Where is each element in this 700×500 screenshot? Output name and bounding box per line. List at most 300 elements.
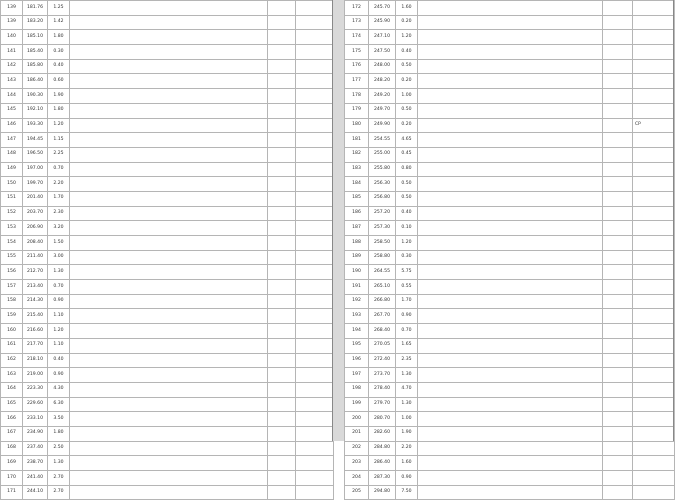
row-note [296, 250, 334, 265]
segment-distance: 2.35 [396, 353, 418, 368]
row-note [296, 294, 334, 309]
cumulative-distance: 219.00 [23, 368, 48, 383]
table-row [1, 1, 334, 16]
road-type [268, 45, 296, 60]
road-type [603, 15, 633, 30]
road-type [268, 103, 296, 118]
road-type [268, 191, 296, 206]
road-type [603, 338, 633, 353]
table-row [345, 206, 675, 221]
route-description [70, 265, 268, 280]
segment-distance: 2.25 [48, 147, 70, 162]
row-number: 146 [1, 118, 23, 133]
route-description [70, 221, 268, 236]
table-row [1, 191, 334, 206]
segment-distance: 1.70 [48, 191, 70, 206]
route-description [418, 191, 603, 206]
row-note [296, 397, 334, 412]
table-row [1, 147, 334, 162]
row-number: 156 [1, 265, 23, 280]
cumulative-distance: 185.80 [23, 59, 48, 74]
segment-distance: 0.40 [396, 45, 418, 60]
row-note [296, 45, 334, 60]
route-description [418, 456, 603, 471]
cumulative-distance: 223.30 [23, 382, 48, 397]
cumulative-distance: 255.80 [369, 162, 396, 177]
cumulative-distance: 241.40 [23, 471, 48, 486]
cumulative-distance: 249.20 [369, 89, 396, 104]
table-row [345, 74, 675, 89]
row-number: 143 [1, 74, 23, 89]
segment-distance: 1.10 [48, 309, 70, 324]
row-number: 147 [1, 133, 23, 148]
road-type [603, 368, 633, 383]
row-number: 139 [1, 1, 23, 16]
table-row [1, 338, 334, 353]
segment-distance: 2.20 [48, 177, 70, 192]
cumulative-distance: 272.40 [369, 353, 396, 368]
row-note [633, 265, 675, 280]
route-description [418, 412, 603, 427]
cumulative-distance: 217.70 [23, 338, 48, 353]
row-number: 175 [345, 45, 369, 60]
left-route-sheet [0, 0, 333, 495]
road-type [268, 368, 296, 383]
route-description [70, 456, 268, 471]
route-description [70, 324, 268, 339]
road-type [603, 485, 633, 500]
segment-distance: 0.40 [48, 59, 70, 74]
row-note [296, 324, 334, 339]
row-note [633, 15, 675, 30]
road-type [268, 118, 296, 133]
row-note [296, 59, 334, 74]
cumulative-distance: 201.40 [23, 191, 48, 206]
road-type [603, 103, 633, 118]
cumulative-distance: 255.00 [369, 147, 396, 162]
route-description [418, 1, 603, 16]
table-row [345, 191, 675, 206]
table-row [345, 118, 675, 133]
row-number: 186 [345, 206, 369, 221]
cumulative-distance: 208.40 [23, 236, 48, 251]
table-row [345, 441, 675, 456]
row-note [633, 1, 675, 16]
cumulative-distance: 280.70 [369, 412, 396, 427]
segment-distance: 0.10 [396, 221, 418, 236]
row-number: 161 [1, 338, 23, 353]
row-number: 204 [345, 471, 369, 486]
row-number: 191 [345, 280, 369, 295]
row-number: 157 [1, 280, 23, 295]
route-description [70, 471, 268, 486]
row-number: 159 [1, 309, 23, 324]
row-number: 140 [1, 30, 23, 45]
segment-distance: 3.50 [48, 412, 70, 427]
route-description [418, 309, 603, 324]
row-number: 199 [345, 397, 369, 412]
row-number: 182 [345, 147, 369, 162]
row-note [633, 74, 675, 89]
road-type [603, 471, 633, 486]
segment-distance: 2.30 [48, 206, 70, 221]
road-type [603, 221, 633, 236]
row-number: 181 [345, 133, 369, 148]
segment-distance: 1.30 [48, 456, 70, 471]
table-row [345, 309, 675, 324]
row-note [633, 397, 675, 412]
row-number: 195 [345, 338, 369, 353]
table-row [345, 1, 675, 16]
road-type [603, 324, 633, 339]
cumulative-distance: 245.70 [369, 1, 396, 16]
table-row [345, 30, 675, 45]
row-note [296, 382, 334, 397]
table-row [1, 162, 334, 177]
row-number: 154 [1, 236, 23, 251]
cumulative-distance: 192.10 [23, 103, 48, 118]
segment-distance: 0.90 [396, 309, 418, 324]
cumulative-distance: 249.70 [369, 103, 396, 118]
cumulative-distance: 218.10 [23, 353, 48, 368]
row-number: 151 [1, 191, 23, 206]
row-note [633, 412, 675, 427]
row-note [296, 15, 334, 30]
cumulative-distance: 247.10 [369, 30, 396, 45]
route-description [70, 162, 268, 177]
cumulative-distance: 258.80 [369, 250, 396, 265]
road-type [603, 30, 633, 45]
cumulative-distance: 257.30 [369, 221, 396, 236]
row-number: 162 [1, 353, 23, 368]
route-description [418, 236, 603, 251]
row-number: 148 [1, 147, 23, 162]
row-number: 203 [345, 456, 369, 471]
row-number: 168 [1, 441, 23, 456]
row-number: 184 [345, 177, 369, 192]
cumulative-distance: 206.90 [23, 221, 48, 236]
route-description [418, 485, 603, 500]
row-note [296, 485, 334, 500]
road-type [268, 309, 296, 324]
route-description [70, 426, 268, 441]
road-type [603, 59, 633, 74]
row-note: CP [633, 118, 675, 133]
route-description [418, 221, 603, 236]
table-row [345, 103, 675, 118]
table-row [345, 162, 675, 177]
route-description [70, 15, 268, 30]
route-description [418, 382, 603, 397]
cumulative-distance: 287.30 [369, 471, 396, 486]
road-type [268, 412, 296, 427]
table-row [345, 353, 675, 368]
row-note [633, 59, 675, 74]
row-note [296, 191, 334, 206]
route-description [418, 368, 603, 383]
route-description [70, 177, 268, 192]
row-number: 141 [1, 45, 23, 60]
road-type [268, 30, 296, 45]
cumulative-distance: 265.10 [369, 280, 396, 295]
road-type [268, 236, 296, 251]
cumulative-distance: 258.50 [369, 236, 396, 251]
row-note [633, 103, 675, 118]
route-description [70, 30, 268, 45]
table-row [345, 485, 675, 500]
route-description [70, 59, 268, 74]
segment-distance: 1.90 [48, 89, 70, 104]
route-description [418, 74, 603, 89]
cumulative-distance: 238.70 [23, 456, 48, 471]
cumulative-distance: 284.80 [369, 441, 396, 456]
route-description [418, 353, 603, 368]
road-type [268, 324, 296, 339]
route-description [418, 338, 603, 353]
row-number: 149 [1, 162, 23, 177]
table-row [1, 324, 334, 339]
route-description [70, 206, 268, 221]
segment-distance: 7.50 [396, 485, 418, 500]
road-type [268, 456, 296, 471]
cumulative-distance: 186.40 [23, 74, 48, 89]
table-row [1, 368, 334, 383]
table-row [345, 368, 675, 383]
route-description [418, 162, 603, 177]
cumulative-distance: 190.30 [23, 89, 48, 104]
route-description [70, 368, 268, 383]
table-row [1, 397, 334, 412]
road-type [603, 89, 633, 104]
route-description [70, 147, 268, 162]
road-type [603, 1, 633, 16]
cumulative-distance: 267.70 [369, 309, 396, 324]
road-type [603, 353, 633, 368]
cumulative-distance: 194.45 [23, 133, 48, 148]
row-note [296, 353, 334, 368]
row-number: 163 [1, 368, 23, 383]
row-note [633, 236, 675, 251]
table-row [1, 412, 334, 427]
route-description [418, 103, 603, 118]
table-row [345, 324, 675, 339]
cumulative-distance: 215.40 [23, 309, 48, 324]
row-number: 144 [1, 89, 23, 104]
cumulative-distance: 268.40 [369, 324, 396, 339]
road-type [603, 294, 633, 309]
table-row [1, 74, 334, 89]
route-description [70, 353, 268, 368]
segment-distance: 1.65 [396, 338, 418, 353]
row-number: 158 [1, 294, 23, 309]
road-type [268, 485, 296, 500]
table-row [345, 412, 675, 427]
row-number: 188 [345, 236, 369, 251]
cumulative-distance: 197.00 [23, 162, 48, 177]
table-row [1, 485, 334, 500]
route-description [70, 45, 268, 60]
row-note [633, 324, 675, 339]
cumulative-distance: 256.30 [369, 177, 396, 192]
cumulative-distance: 273.70 [369, 368, 396, 383]
row-number: 197 [345, 368, 369, 383]
route-description [418, 59, 603, 74]
row-note [633, 191, 675, 206]
table-row [345, 456, 675, 471]
row-number: 150 [1, 177, 23, 192]
road-type [268, 294, 296, 309]
table-row [1, 382, 334, 397]
segment-distance: 0.20 [396, 74, 418, 89]
road-type [268, 206, 296, 221]
row-note [296, 338, 334, 353]
route-description [70, 191, 268, 206]
segment-distance: 1.10 [48, 338, 70, 353]
segment-distance: 1.30 [396, 397, 418, 412]
row-note [633, 206, 675, 221]
segment-distance: 1.60 [396, 456, 418, 471]
route-description [70, 309, 268, 324]
table-row [1, 177, 334, 192]
segment-distance: 0.40 [396, 206, 418, 221]
row-number: 187 [345, 221, 369, 236]
row-note [633, 89, 675, 104]
row-number: 178 [345, 89, 369, 104]
row-number: 180 [345, 118, 369, 133]
route-description [70, 103, 268, 118]
table-row [345, 250, 675, 265]
cumulative-distance: 254.55 [369, 133, 396, 148]
road-type [268, 89, 296, 104]
cumulative-distance: 185.10 [23, 30, 48, 45]
route-description [418, 206, 603, 221]
road-type [603, 191, 633, 206]
row-number: 174 [345, 30, 369, 45]
cumulative-distance: 264.55 [369, 265, 396, 280]
route-description [418, 89, 603, 104]
row-note [296, 280, 334, 295]
cumulative-distance: 282.60 [369, 426, 396, 441]
segment-distance: 1.50 [48, 236, 70, 251]
table-row [345, 426, 675, 441]
segment-distance: 1.00 [396, 412, 418, 427]
route-description [418, 118, 603, 133]
route-description [418, 324, 603, 339]
row-note [296, 426, 334, 441]
segment-distance: 0.30 [48, 45, 70, 60]
road-type [268, 162, 296, 177]
road-type [603, 206, 633, 221]
cumulative-distance: 266.80 [369, 294, 396, 309]
segment-distance: 3.20 [48, 221, 70, 236]
route-description [70, 89, 268, 104]
table-row [1, 280, 334, 295]
road-type [268, 441, 296, 456]
row-note [633, 338, 675, 353]
row-note [633, 441, 675, 456]
cumulative-distance: 244.10 [23, 485, 48, 500]
route-description [418, 147, 603, 162]
right-route-sheet [344, 0, 674, 495]
route-description [418, 471, 603, 486]
row-note [633, 250, 675, 265]
road-type [268, 221, 296, 236]
row-number: 170 [1, 471, 23, 486]
row-note [296, 74, 334, 89]
road-type [268, 382, 296, 397]
route-description [418, 426, 603, 441]
table-row [1, 250, 334, 265]
road-type [603, 177, 633, 192]
row-number: 196 [345, 353, 369, 368]
table-row [345, 221, 675, 236]
table-row [345, 280, 675, 295]
route-description [70, 338, 268, 353]
route-description [418, 441, 603, 456]
row-number: 176 [345, 59, 369, 74]
road-type [603, 118, 633, 133]
row-number: 177 [345, 74, 369, 89]
cumulative-distance: 237.40 [23, 441, 48, 456]
segment-distance: 1.80 [48, 30, 70, 45]
table-row [345, 382, 675, 397]
row-note [296, 1, 334, 16]
table-row [1, 59, 334, 74]
table-row [1, 103, 334, 118]
row-number: 165 [1, 397, 23, 412]
segment-distance: 1.20 [48, 118, 70, 133]
segment-distance: 1.80 [48, 103, 70, 118]
segment-distance: 0.45 [396, 147, 418, 162]
road-type [603, 441, 633, 456]
row-number: 171 [1, 485, 23, 500]
road-type [603, 162, 633, 177]
cumulative-distance: 214.30 [23, 294, 48, 309]
row-note [296, 412, 334, 427]
segment-distance: 3.00 [48, 250, 70, 265]
road-type [268, 133, 296, 148]
row-note [296, 265, 334, 280]
row-note [296, 30, 334, 45]
cumulative-distance: 213.40 [23, 280, 48, 295]
road-type [268, 397, 296, 412]
segment-distance: 1.30 [48, 265, 70, 280]
road-type [268, 147, 296, 162]
table-row [1, 294, 334, 309]
row-number: 205 [345, 485, 369, 500]
table-row [345, 89, 675, 104]
row-note [296, 368, 334, 383]
row-note [633, 471, 675, 486]
table-row [1, 236, 334, 251]
row-number: 139 [1, 15, 23, 30]
route-description [70, 118, 268, 133]
row-note [633, 162, 675, 177]
route-description [418, 177, 603, 192]
table-row [1, 206, 334, 221]
segment-distance: 6.30 [48, 397, 70, 412]
table-row [1, 353, 334, 368]
segment-distance: 1.80 [48, 426, 70, 441]
row-number: 202 [345, 441, 369, 456]
road-type [603, 456, 633, 471]
table-row [345, 265, 675, 280]
row-note [296, 177, 334, 192]
row-number: 198 [345, 382, 369, 397]
row-note [633, 45, 675, 60]
table-row [1, 118, 334, 133]
row-note [296, 118, 334, 133]
